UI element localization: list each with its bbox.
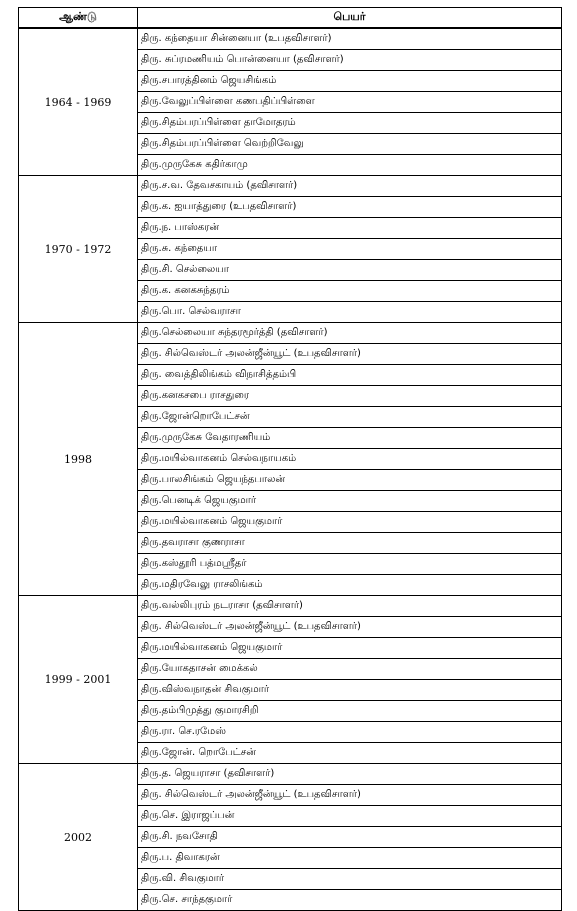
name-cell: திரு.சு. கந்தையா	[138, 239, 562, 260]
name-cell: திரு.பெனடிக் ஜெயகுமார்	[138, 491, 562, 512]
name-cell: திரு.சபாரத்தினம் ஜெயசிங்கம்	[138, 71, 562, 92]
name-cell: திரு.க. ஐயாத்துரை (உபதவிசாளர்)	[138, 197, 562, 218]
year-cell: 1970 - 1972	[19, 176, 138, 323]
year-cell: 1999 - 2001	[19, 596, 138, 764]
name-cell: திரு. சில்வெஸ்டர் அலன்ஜீன்யூட் (உபதவிசாளர்)	[138, 617, 562, 638]
name-cell: திரு. கந்தையா சின்னையா (உபதவிசாளர்)	[138, 28, 562, 50]
table-body	[19, 28, 562, 911]
name-cell: திரு.செ. சாந்தகுமார்	[138, 890, 562, 911]
name-cell: திரு. சுப்ரமணியம் பொன்னையா (தவிசாளர்)	[138, 50, 562, 71]
name-cell: திரு.தவராசா குணராசா	[138, 533, 562, 554]
name-cell: திரு.செல்லையா சுந்தரமூர்த்தி (தவிசாளர்)	[138, 323, 562, 344]
year-cell: 1964 - 1969	[19, 28, 138, 176]
name-cell: திரு.விஸ்வநாதன் சிவகுமார்	[138, 680, 562, 701]
name-cell: திரு.தம்பிமுத்து குமாரசிறி	[138, 701, 562, 722]
header-row	[19, 8, 562, 29]
name-cell: திரு.வி. சிவகுமார்	[138, 869, 562, 890]
name-cell: திரு.முருகேசு கதிர்காமு	[138, 155, 562, 176]
name-cell: திரு.யோகதாசன் மைக்கல்	[138, 659, 562, 680]
name-cell: திரு.சி. செல்லையா	[138, 260, 562, 281]
name-cell: திரு.வேலுப்பிள்ளை கணபதிப்பிள்ளை	[138, 92, 562, 113]
name-cell: திரு.ஜோன். றொபேட்சன்	[138, 743, 562, 764]
name-cell: திரு. வைத்திலிங்கம் விநாசித்தம்பி	[138, 365, 562, 386]
name-cell: திரு.மயில்வாகனம் ஜெயகுமார்	[138, 512, 562, 533]
name-cell: திரு.ப. திவாகரன்	[138, 848, 562, 869]
name-cell: திரு.செ. இராஜப்பன்	[138, 806, 562, 827]
name-cell: திரு.த. ஜெயராசா (தவிசாளர்)	[138, 764, 562, 785]
name-cell: திரு. சில்வெஸ்டர் அலன்ஜீன்யூட் (உபதவிசாளர்)	[138, 785, 562, 806]
name-cell: திரு.பாலசிங்கம் ஜெயந்தபாலன்	[138, 470, 562, 491]
name-cell: திரு.வல்லிபுரம் நடராசா (தவிசாளர்)	[138, 596, 562, 617]
name-cell: திரு.கஸ்தூரி பத்மஸ்ரீதர்	[138, 554, 562, 575]
name-cell: திரு. சில்வெஸ்டர் அலன்ஜீன்யூட் (உபதவிசாளர்)	[138, 344, 562, 365]
table-row	[19, 764, 562, 785]
name-cell: திரு.மதிரவேலு ராசலிங்கம்	[138, 575, 562, 596]
name-column-header: பெயர்	[138, 8, 562, 29]
table-row	[19, 28, 562, 50]
name-cell: திரு.சிதம்பரப்பிள்ளை வெற்றிவேலு	[138, 134, 562, 155]
name-cell: திரு.ச.வ. தேவசகாயம் (தவிசாளர்)	[138, 176, 562, 197]
members-table	[18, 7, 562, 911]
name-cell: திரு.சி. நவசோதி	[138, 827, 562, 848]
table-header	[19, 8, 562, 29]
table-row	[19, 323, 562, 344]
name-cell: திரு.மயில்வாகனம் ஜெயகுமார்	[138, 638, 562, 659]
year-cell: 1998	[19, 323, 138, 596]
name-cell: திரு.க. கனகசுந்தரம்	[138, 281, 562, 302]
name-cell: திரு.முருகேசு வேதாரணியம்	[138, 428, 562, 449]
name-cell: திரு.ஜோன்றொபேட்சன்	[138, 407, 562, 428]
year-cell: 2002	[19, 764, 138, 911]
table-row	[19, 596, 562, 617]
name-cell: திரு.ரா. செ.ரமேஸ்	[138, 722, 562, 743]
name-cell: திரு.கனகசபை ராசதுரை	[138, 386, 562, 407]
name-cell: திரு.சிதம்பரப்பிள்ளை தாமோதரம்	[138, 113, 562, 134]
name-cell: திரு.மயில்வாகனம் செல்வநாயகம்	[138, 449, 562, 470]
year-column-header: ஆண்டு	[19, 8, 138, 29]
table-row	[19, 176, 562, 197]
name-cell: திரு.ந. பாஸ்கரன்	[138, 218, 562, 239]
name-cell: திரு.பொ. செல்வராசா	[138, 302, 562, 323]
